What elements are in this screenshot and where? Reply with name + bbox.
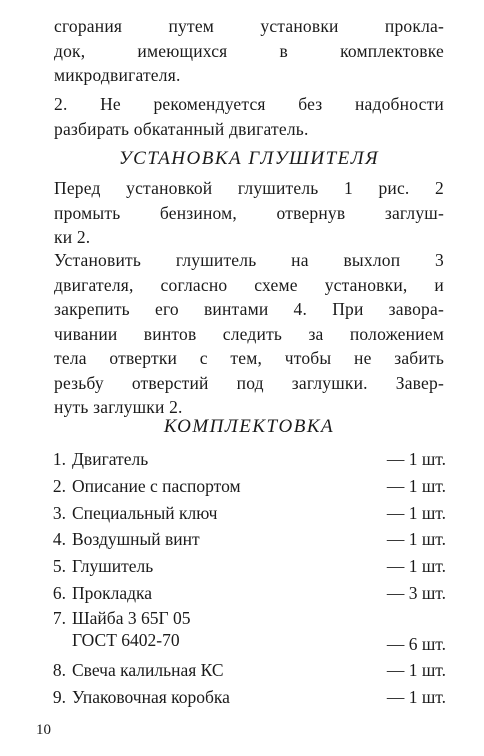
- text-line: закрепить его винтами 4. При завора-: [54, 299, 444, 319]
- item-name: Прокладка: [72, 582, 153, 603]
- muffler-paragraph-2: [54, 248, 444, 420]
- page-number: 10: [36, 722, 51, 738]
- note-2-paragraph: [54, 92, 444, 141]
- item-number: 4.: [52, 529, 66, 550]
- item-number: 3.: [52, 502, 66, 523]
- item-quantity: — 3 шт.: [386, 582, 446, 603]
- item-name-line: Шайба 3 65Г 05: [72, 607, 191, 628]
- text-line: Установить глушитель на выхлоп 3: [54, 250, 444, 270]
- list-item: [44, 526, 446, 553]
- item-quantity: — 1 шт.: [386, 659, 446, 680]
- text-line: двигателя, согласно схеме установки, и: [54, 274, 444, 295]
- item-name: Описание с паспортом: [72, 475, 241, 496]
- item-quantity: — 1 шт.: [386, 556, 446, 577]
- list-item: [44, 684, 446, 711]
- item-name: Двигатель: [72, 449, 149, 469]
- item-quantity: — 1 шт.: [386, 449, 446, 469]
- text-line: тела отвертки с тем, чтобы не забить: [54, 348, 444, 368]
- item-quantity: — 6 шт.: [386, 633, 446, 654]
- text-line: резьбу отверстий под заглушки. Завер-: [54, 372, 444, 393]
- list-item: [44, 657, 446, 684]
- item-name: Свеча калильная КС: [72, 659, 224, 680]
- text-line: нуть заглушки 2.: [54, 397, 183, 417]
- item-quantity: — 1 шт.: [386, 686, 446, 707]
- text-line: сгорания путем установки прокла-: [54, 16, 444, 36]
- item-number: 7.: [52, 607, 66, 628]
- item-name: Упаковочная коробка: [72, 686, 230, 707]
- item-quantity: — 1 шт.: [386, 529, 446, 550]
- item-name: [72, 607, 190, 651]
- item-number: 6.: [52, 582, 66, 603]
- item-number: 2.: [52, 475, 66, 496]
- intro-paragraph: [54, 14, 444, 88]
- item-number: 9.: [52, 686, 66, 707]
- section-title-muffler: УСТАНОВКА ГЛУШИТЕЛЯ: [118, 148, 380, 169]
- list-item: [44, 607, 446, 657]
- text-line: микродвигателя.: [54, 65, 181, 85]
- text-line: Перед установкой глушитель 1 рис. 2: [54, 178, 444, 198]
- item-name-line: ГОСТ 6402-70: [72, 629, 180, 650]
- text-line: промыть бензином, отвернув заглуш-: [54, 202, 444, 223]
- list-item: [44, 473, 446, 500]
- item-number: 8.: [52, 659, 66, 680]
- text-line: ки 2.: [54, 227, 91, 247]
- item-name: Специальный ключ: [72, 502, 218, 523]
- list-item: [44, 580, 446, 607]
- list-item: [44, 553, 446, 580]
- text-line: чивании винтов следить за положением: [54, 323, 444, 344]
- item-quantity: — 1 шт.: [386, 502, 446, 523]
- text-line: док, имеющихся в комплектовке: [54, 40, 444, 61]
- section-title-kit: КОМПЛЕКТОВКА: [163, 416, 335, 437]
- item-name: Воздушный винт: [72, 529, 200, 550]
- kit-list: [44, 446, 446, 710]
- text-line: разбирать обкатанный двигатель.: [54, 118, 309, 139]
- item-number: 1.: [52, 449, 66, 469]
- text-line: 2. Не рекомендуется без надобности: [54, 94, 444, 114]
- list-item: [44, 500, 446, 527]
- item-number: 5.: [52, 556, 66, 577]
- list-item: [44, 446, 446, 473]
- item-quantity: — 1 шт.: [386, 475, 446, 496]
- item-name: Глушитель: [72, 556, 154, 577]
- muffler-paragraph-1: [54, 176, 444, 250]
